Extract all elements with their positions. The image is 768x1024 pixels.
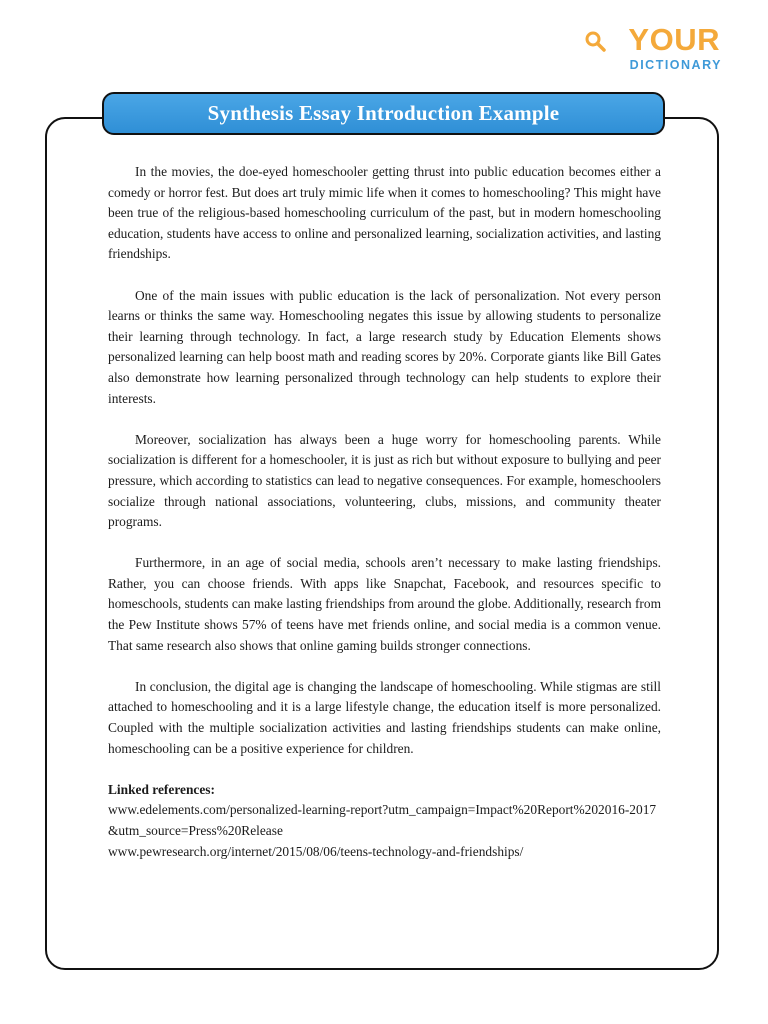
title-banner (102, 92, 665, 135)
reference-link-edelements[interactable]: www.edelements.com/personalized-learning-report?utm_campaign=Impact%20Report%202016-2017&utm_source=Press%20Release (108, 802, 657, 838)
essay-paragraph-personalization: One of the main issues with public education is the lack of personalization. Not every person learns or thinks the same way. Homeschooling negates this issue by allowing students to personalize their learning through technology. In fact, a large research study by Education Elements shows personalized learning can help boost math and reading scores by 20%. Corporate giants like Bill Gates also demonstrate how learning personalized through technology can help students to explore their interests. (108, 287, 661, 406)
essay-body (108, 162, 661, 862)
magnifier-icon (584, 30, 606, 52)
essay-paragraph-conclusion: In conclusion, the digital age is changing the landscape of homeschooling. While stigmas are still attached to homeschooling and it is a large lifestyle change, the education itself is more personalized. Coupled with the multiple socialization activities and lasting friendships students can make online, homeschooling can be a positive experience for children. (108, 678, 661, 756)
page-title: Synthesis Essay Introduction Example (207, 101, 560, 125)
essay-paragraph-intro: In the movies, the doe-eyed homeschooler getting thrust into public education becomes either a comedy or horror fest. But does art truly mimic life when it comes to homeschooling? This might have been true of the religious-based homeschooling curriculum of the past, but in modern homeschooling education, students have access to online and personalized learning, socialization activities, and lasting friendships. (108, 164, 661, 262)
essay-paragraph-friendships: Furthermore, in an age of social media, schools aren’t necessary to make lasting friendships. Rather, you can choose friends. With apps like Snapchat, Facebook, and resources specific to homeschools, students can make lasting friendships from around the globe. Additionally, research from the Pew Institute shows 57% of teens have met friends online, and social media is a common venue. That same research also shows that online gaming builds stronger connections. (108, 555, 661, 653)
references-heading: Linked references: (108, 781, 215, 797)
logo-word-dictionary: DICTIONARY (629, 58, 722, 72)
logo-word-your: YOUR (628, 22, 720, 57)
yourdictionary-logo[interactable] (602, 24, 722, 74)
essay-paragraph-socialization: Moreover, socialization has always been a huge worry for homeschooling parents. While socialization is different for a homeschooler, it is just as rich but without exposure to bullying and peer pressure, which according to statistics can lead to negative consequences. For example, homeschoolers socialize through national associations, volunteering, clubs, missions, and community theater programs. (108, 431, 661, 530)
reference-link-pewresearch[interactable]: www.pewresearch.org/internet/2015/08/06/teens-technology-and-friendships/ (108, 843, 524, 859)
